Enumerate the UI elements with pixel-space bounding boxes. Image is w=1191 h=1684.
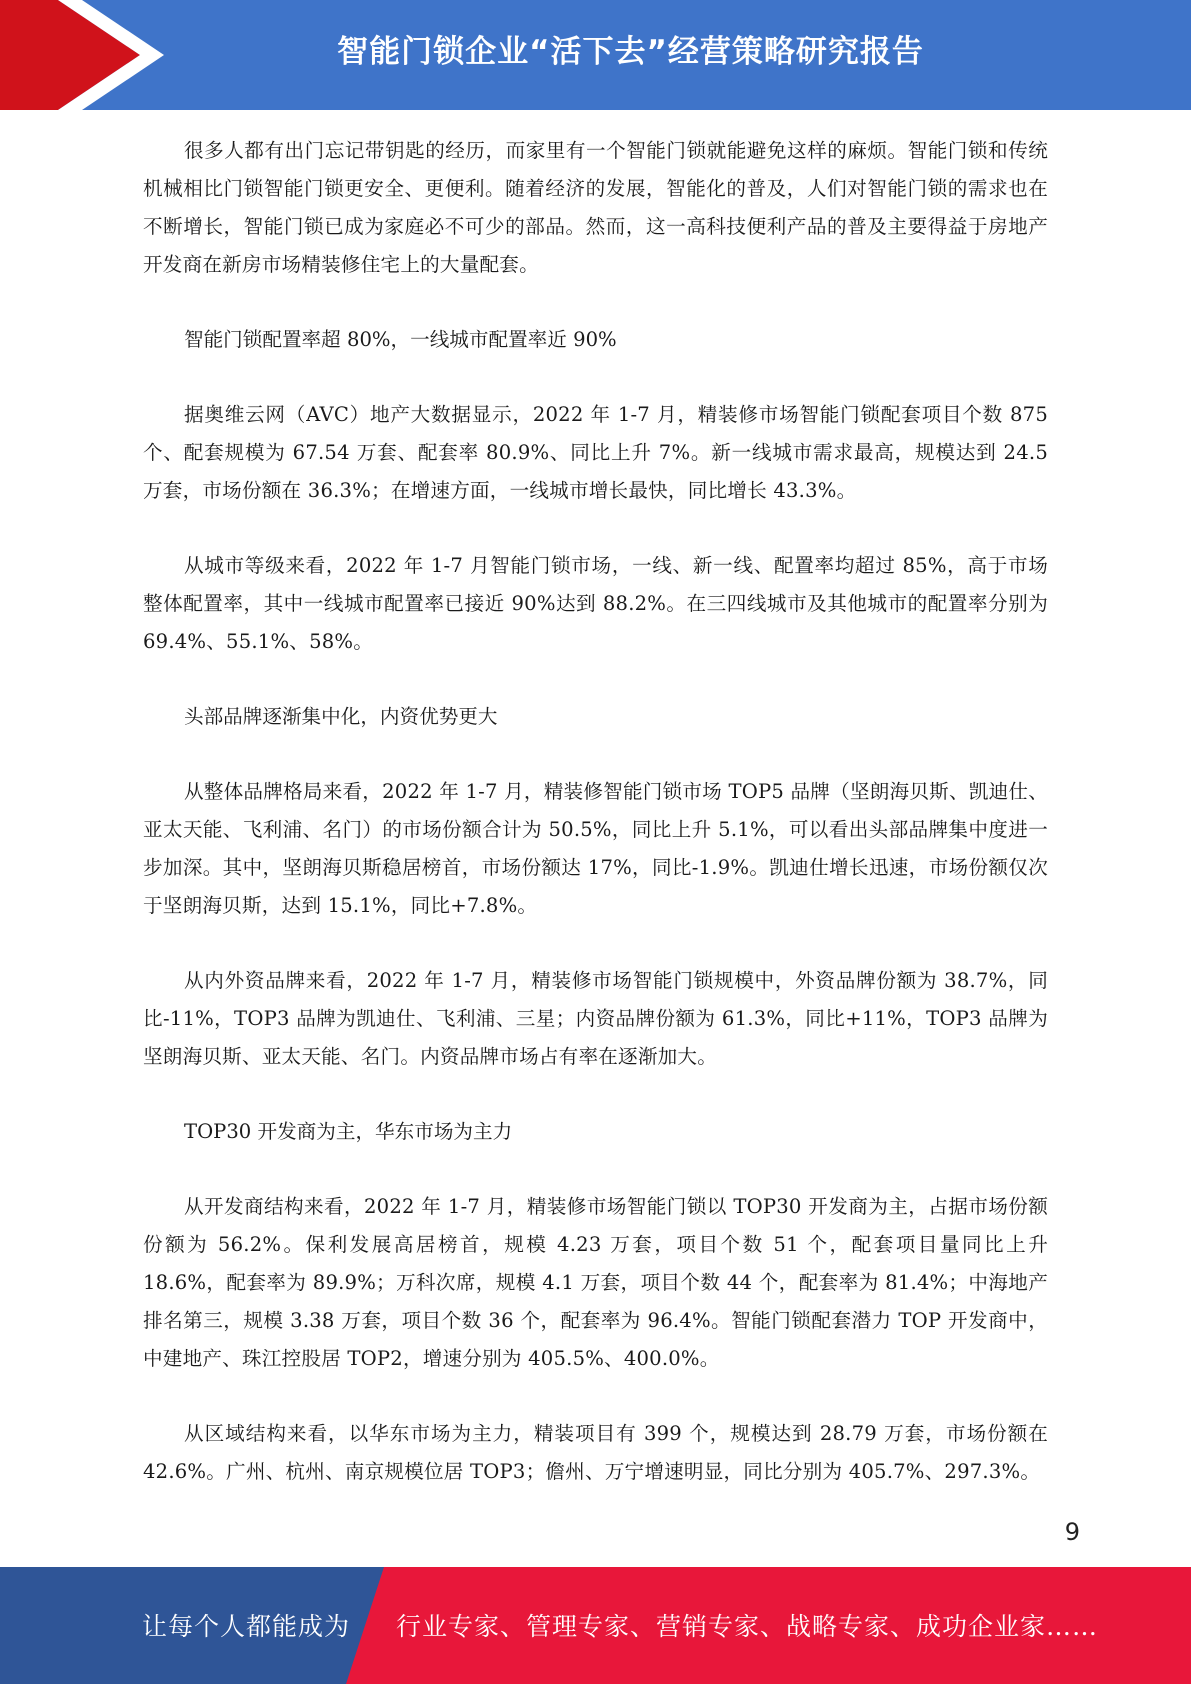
section-heading-brands: 头部品牌逐渐集中化，内资优势更大	[184, 705, 498, 728]
paragraph-avc-data: 据奥维云网（AVC）地产大数据显示，2022 年 1-7 月，精装修市场智能门锁配套项目个数 875 个、配套规模为 67.54 万套、配套率 80.9%、同比上升 7%。新一线城市需求最高，规模达到 24.5 万套，市场份额在 36.3%；在增速方面，一线城市增长最快，同比增长 43.3%。	[143, 403, 1048, 502]
section-heading-config-rate: 智能门锁配置率超 80%，一线城市配置率近 90%	[184, 328, 617, 351]
paragraph-brand-landscape: 从整体品牌格局来看，2022 年 1-7 月，精装修智能门锁市场 TOP5 品牌（坚朗海贝斯、凯迪仕、亚太天能、飞利浦、名门）的市场份额合计为 50.5%，同比上升 5.1%，可以看出头部品牌集中度进一步加深。其中，坚朗海贝斯稳居榜首，市场份额达 17%，同比-1.9%。凯迪仕增长迅速，市场份额仅次于坚朗海贝斯，达到 15.1%，同比+7.8%。	[143, 780, 1048, 917]
footer-slogan-right: 行业专家、管理专家、营销专家、战略专家、成功企业家……	[396, 1612, 1099, 1641]
paragraph-domestic-foreign: 从内外资品牌来看，2022 年 1-7 月，精装修市场智能门锁规模中，外资品牌份额为 38.7%，同比-11%，TOP3 品牌为凯迪仕、飞利浦、三星；内资品牌份额为 61.3%，同比+11%，TOP3 品牌为坚朗海贝斯、亚太天能、名门。内资品牌市场占有率在逐渐加大。	[143, 969, 1048, 1068]
section-heading-developers: TOP30 开发商为主，华东市场为主力	[184, 1120, 513, 1143]
page-number: 9	[1064, 1518, 1080, 1546]
footer-slogan-left: 让每个人都能成为	[142, 1612, 351, 1641]
page-footer	[0, 1567, 1191, 1684]
page-header	[0, 0, 1191, 110]
paragraph-intro: 很多人都有出门忘记带钥匙的经历，而家里有一个智能门锁就能避免这样的麻烦。智能门锁和传统机械相比门锁智能门锁更安全、更便利。随着经济的发展，智能化的普及，人们对智能门锁的需求也在不断增长，智能门锁已成为家庭必不可少的部品。然而，这一高科技便利产品的普及主要得益于房地产开发商在新房市场精装修住宅上的大量配套。	[143, 139, 1048, 276]
report-title: 智能门锁企业“活下去”经营策略研究报告	[337, 34, 924, 70]
article-body	[143, 132, 1048, 1528]
paragraph-developer-structure: 从开发商结构来看，2022 年 1-7 月，精装修市场智能门锁以 TOP30 开发商为主，占据市场份额份额为 56.2%。保利发展高居榜首，规模 4.23 万套，项目个数 51 个，配套项目量同比上升 18.6%，配套率为 89.9%；万科次席，规模 4.1 万套，项目个数 44 个，配套率为 81.4%；中海地产排名第三，规模 3.38 万套，项目个数 36 个，配套率为 96.4%。智能门锁配套潜力 TOP 开发商中，中建地产、珠江控股居 TOP2，增速分别为 405.5%、400.0%。	[143, 1195, 1048, 1370]
paragraph-city-tier: 从城市等级来看，2022 年 1-7 月智能门锁市场，一线、新一线、配置率均超过 85%，高于市场整体配置率，其中一线城市配置率已接近 90%达到 88.2%。在三四线城市及其他城市的配置率分别为 69.4%、55.1%、58%。	[143, 554, 1048, 653]
paragraph-regional-structure: 从区域结构来看，以华东市场为主力，精装项目有 399 个，规模达到 28.79 万套，市场份额在 42.6%。广州、杭州、南京规模位居 TOP3；儋州、万宁增速明显，同比分别为 405.7%、297.3%。	[143, 1422, 1048, 1483]
